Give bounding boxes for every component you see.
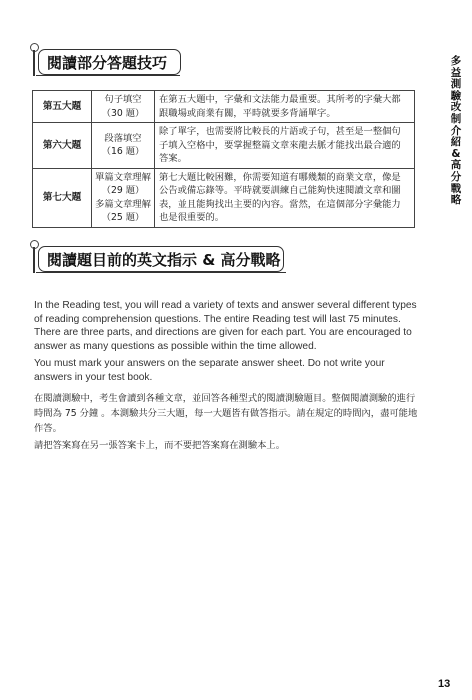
description-cell: 第七大題比較困難，你需要知道有哪幾類的商業文章，像是公告或備忘錄等。平時就要訓練自己能夠快速閱讀文章和圖表，並且能夠找出主要的內容。當然，在這個部分字彙能力也是很重要的。 xyxy=(155,168,415,227)
page-number: 13 xyxy=(438,678,451,690)
type-count: （16 題） xyxy=(101,146,145,158)
side-title: 多益測驗改制介紹&高分戰略 xyxy=(450,55,462,207)
type-line: 段落填空 xyxy=(104,132,142,144)
section-title: 閱讀題目前的英文指示 & 高分戰略 xyxy=(38,246,284,272)
english-directions xyxy=(34,299,418,388)
type-count: （30 題） xyxy=(101,107,145,119)
table-row xyxy=(33,168,415,227)
description-cell: 除了單字，也需要將比較長的片語或子句，甚至是一整個句子填入空格中，要掌握整篇文章來龍去脈才能找出最合適的答案。 xyxy=(155,123,415,169)
type-line: 多篇文章理解 xyxy=(95,198,151,210)
question-type-table xyxy=(32,90,415,228)
section-title: 閱讀部分答題技巧 xyxy=(38,49,181,75)
table-row xyxy=(33,91,415,123)
type-cell xyxy=(92,123,155,169)
english-paragraph: In the Reading test, you will read a variety of texts and answer several different types of reading comprehension questions. The entire Reading test will last 75 minutes. There are three parts, and directions are given for each part. You are encouraged to answer as many questions as possible within the time allowed. xyxy=(34,300,417,352)
type-count: （25 題） xyxy=(101,212,145,223)
header-underline xyxy=(36,272,286,273)
type-cell xyxy=(92,91,155,123)
type-count: （29 題） xyxy=(101,185,145,196)
chinese-translation xyxy=(34,391,418,455)
header-bar xyxy=(33,50,35,76)
part-cell: 第七大題 xyxy=(33,168,92,227)
type-line: 單篇文章理解 xyxy=(95,171,151,183)
description-cell: 在第五大題中，字彙和文法能力最重要。其所考的字彙大都跟職場或商業有關，平時就要多背誦單字。 xyxy=(155,91,415,123)
type-line: 句子填空 xyxy=(104,94,142,105)
type-cell xyxy=(92,168,155,227)
header-bar xyxy=(33,247,35,273)
table-row xyxy=(33,123,415,169)
chinese-paragraph: 在閱讀測驗中，考生會讀到各種文章，並回答各種型式的閱讀測驗題目。整個閱讀測驗的進行時間為 75 分鐘 。本測驗共分三大題，每一大題皆有做答指示。請在規定的時間內，盡可能地作答。 xyxy=(34,393,418,434)
chinese-paragraph: 請把答案寫在另一張答案卡上，而不要把答案寫在測驗本上。 xyxy=(34,440,286,451)
english-paragraph: You must mark your answers on the separate answer sheet. Do not write your answers in your test book. xyxy=(34,358,385,383)
part-cell: 第五大題 xyxy=(33,91,92,123)
part-cell: 第六大題 xyxy=(33,123,92,169)
header-underline xyxy=(36,75,180,76)
